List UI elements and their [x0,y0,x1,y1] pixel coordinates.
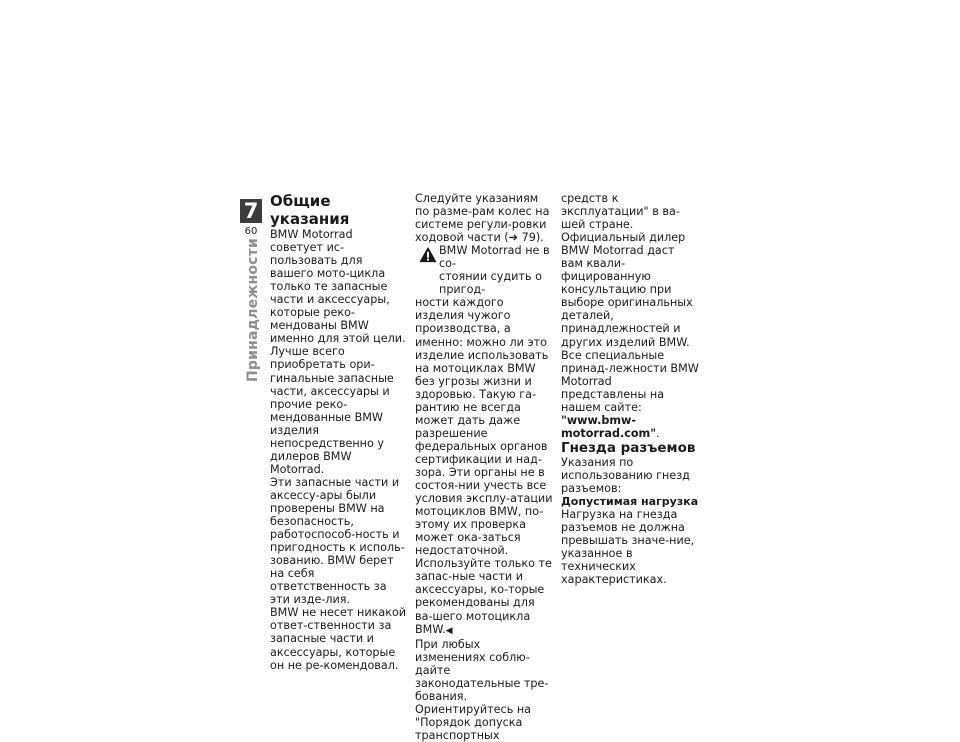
warning-text: ности каждого изделия чужого производства, а именно: можно ли это изделие использовать на мотоциклах BMW без угрозы жизни и здоровью. Такую га-рантию не всегда может дать даже разрешение федеральных органов сертификации и над-зора. Эти органы не в состоя-нии учесть все условия эксплу-атации мотоциклов BMW, по-этому их проверка может ока-заться недостаточной. [415,296,553,558]
warning-icon [419,246,437,263]
paragraph [415,557,553,637]
paragraph: Указания по использованию гнезд разъемов: [561,455,690,495]
warning-line: стоянии судить о пригод- [439,270,542,297]
paragraph: Все специальные принад-лежности BMW Motorrad представлены на нашем сайте: [561,348,699,414]
subsection-title: Допустимая нагрузка [561,495,699,509]
warning-line: BMW Motorrad не в со- [439,244,550,271]
website-link: "www.bmw-motorrad.com" [561,413,657,440]
page-reference: 79). [521,231,544,245]
paragraph: Следуйте указаниям по разме-рам колес на системе регули-ровки ходовой части (➜ 79). [415,192,550,245]
section-title-2: Гнезда разъемов [561,439,696,456]
column-2 [415,192,553,742]
section-label: Принадлежности [245,238,261,382]
paragraph-text: Следуйте указаниям по разме-рам колес на системе регули-ровки ходовой части [415,192,550,245]
paragraph: Эти запасные части и аксессу-ары были проверены BMW на безопасность, работоспособ-ность и пригодность к исполь-зованию. BMW берет на себя ответственность за эти изде-лия. [270,475,405,607]
arrow-right-icon: ➜ [508,231,519,245]
chapter-number: 7 [240,199,262,223]
paragraph: BMW Motorrad советует ис-пользовать для вашего мото-цикла только те запасные части и аксессуары, которые реко-мендованы BMW именно для этой цели. [270,228,406,346]
column-1 [270,192,408,672]
page-number: 60 [244,226,258,237]
website-suffix: . [656,426,660,440]
column-3 [561,192,699,586]
paragraph: Нагрузка на гнезда разъемов не должна превышать значе-ние, указанное в технических характеристиках. [561,508,695,587]
paragraph: При любых изменениях соблю-дайте законодательные тре-бования. Ориентируйтесь на "Порядок допуска транспортных [415,637,549,742]
section-title: Общие указания [270,192,350,228]
paragraph: BMW не несет никакой ответ-ственности за запасные части и аксессуары, которые он не ре-комендовал. [270,606,407,672]
paragraph-text: Используйте только те запас-ные части и аксессуары, ко-торые рекомендованы для ва-шего мотоцикла BMW. [415,557,552,636]
paragraph [561,414,699,440]
paragraph: Официальный дилер BMW Motorrad даст вам квали-фицированную консультацию при выборе оригинальных деталей, принадлежностей и других изделий BMW. [561,231,693,349]
paragraph: Лучше всего приобретать ори-гинальные запасные части, аксессуары и прочие реко-мендованные BMW изделия непосредственно у дилеров BMW Motorrad. [270,345,394,476]
paragraph: средств к эксплуатации" в ва-шей стране. [561,192,680,232]
end-mark-icon: ◀ [445,625,453,636]
warning-block [415,244,553,557]
